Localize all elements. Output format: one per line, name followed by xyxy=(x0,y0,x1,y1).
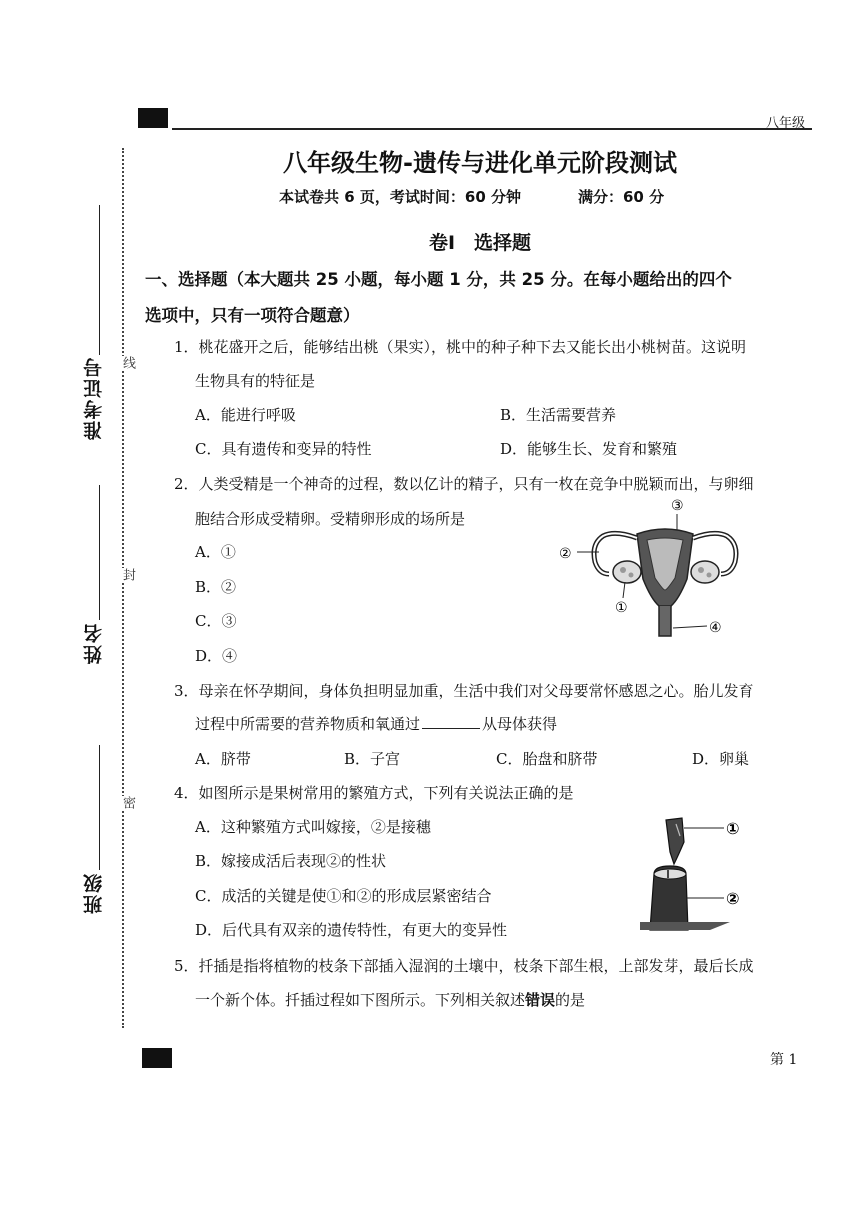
admission-number-label: 准考证号 xyxy=(83,356,105,440)
q3-stem-part1: 过程中所需要的营养物质和氧通过 xyxy=(195,715,421,733)
exam-info: 本试卷共 6 页，考试时间：60 分钟 xyxy=(279,188,521,206)
header-right-text: 八年级 xyxy=(766,116,806,131)
seal-mark-seal: 封 xyxy=(120,568,135,581)
q5-stem-part2: 的是 xyxy=(555,991,586,1009)
page-number: 第 1 xyxy=(770,1052,798,1068)
class-line xyxy=(99,745,100,870)
q4-option-b: B．嫁接成活后表现②的性状 xyxy=(195,852,387,870)
q4-stem: 4．如图所示是果树常用的繁殖方式，下列有关说法正确的是 xyxy=(174,784,574,802)
q5-stem-line1: 5．扦插是指将植物的枝条下部插入湿润的土壤中，枝条下部生根，上部发芽，最后长成 xyxy=(174,957,754,975)
q4-option-d: D．后代具有双亲的遗传特性，有更大的变异性 xyxy=(195,921,508,939)
q2-figure-label-3: ③ xyxy=(671,498,684,514)
q2-option-a: A．① xyxy=(195,543,236,561)
q1-option-b: B．生活需要营养 xyxy=(500,406,617,424)
name-line xyxy=(99,485,100,620)
q2-option-b: B．② xyxy=(195,578,237,596)
volume-heading: 卷Ⅰ 选择题 xyxy=(428,232,532,254)
female-reproductive-diagram xyxy=(555,494,775,644)
admission-number-line xyxy=(99,205,100,355)
q2-stem-line1: 2．人类受精是一个神奇的过程，数以亿计的精子，只有一枚在竞争中脱颖而出，与卵细 xyxy=(174,475,754,493)
seal-mark-line: 线 xyxy=(120,356,135,369)
class-label: 班级 xyxy=(83,872,105,914)
q2-figure-label-2: ② xyxy=(559,546,572,562)
header-rule xyxy=(172,128,812,130)
q3-option-d: D．卵巢 xyxy=(692,750,750,768)
q3-option-a: A．脐带 xyxy=(195,750,251,768)
q5-stem-part1: 一个新个体。扦插过程如下图所示。下列相关叙述 xyxy=(195,991,526,1009)
q1-option-d: D．能够生长、发育和繁殖 xyxy=(500,440,678,458)
q4-option-a: A．这种繁殖方式叫嫁接，②是接穗 xyxy=(195,818,431,836)
section-instruction-line2: 选项中，只有一项符合题意） xyxy=(145,306,360,325)
q3-option-c: C．胎盘和脐带 xyxy=(496,750,598,768)
q1-option-c: C．具有遗传和变异的特性 xyxy=(195,440,372,458)
q3-answer-blank xyxy=(422,714,480,729)
section-instruction-line1: 一、选择题（本大题共 25 小题，每小题 1 分，共 25 分。在每小题给出的四个 xyxy=(145,270,732,289)
grafting-diagram xyxy=(640,812,780,934)
q4-figure-label-1: ① xyxy=(726,819,740,838)
q2-figure-label-4: ④ xyxy=(709,620,722,636)
q2-stem-line2: 胞结合形成受精卵。受精卵形成的场所是 xyxy=(195,510,466,528)
full-score: 满分：60 分 xyxy=(578,188,665,206)
q3-stem-part2: 从母体获得 xyxy=(482,715,558,733)
q2-option-d: D．④ xyxy=(195,647,238,665)
q2-option-c: C．③ xyxy=(195,612,237,630)
q5-stem-line2 xyxy=(195,990,585,1010)
q3-option-b: B．子宫 xyxy=(344,750,401,768)
q5-emphasis-word: 错误 xyxy=(525,991,556,1009)
q3-stem-line2 xyxy=(195,714,557,734)
registration-mark-bottom xyxy=(142,1048,172,1068)
page-title: 八年级生物-遗传与进化单元阶段测试 xyxy=(283,149,677,177)
q3-stem-line1: 3．母亲在怀孕期间，身体负担明显加重，生活中我们对父母要常怀感恩之心。胎儿发育 xyxy=(174,682,754,700)
q2-figure-label-1: ① xyxy=(615,600,628,616)
q1-option-a: A．能进行呼吸 xyxy=(195,406,296,424)
name-label: 姓名 xyxy=(83,622,105,664)
q4-option-c: C．成活的关键是使①和②的形成层紧密结合 xyxy=(195,887,492,905)
binding-dotted-line xyxy=(122,148,124,1028)
registration-mark-top xyxy=(138,108,168,128)
q1-stem-line2: 生物具有的特征是 xyxy=(195,372,316,390)
seal-mark-secret: 密 xyxy=(120,796,135,809)
q1-stem-line1: 1．桃花盛开之后，能够结出桃（果实），桃中的种子种下去又能长出小桃树苗。这说明 xyxy=(174,338,747,356)
q4-figure-label-2: ② xyxy=(726,889,740,908)
